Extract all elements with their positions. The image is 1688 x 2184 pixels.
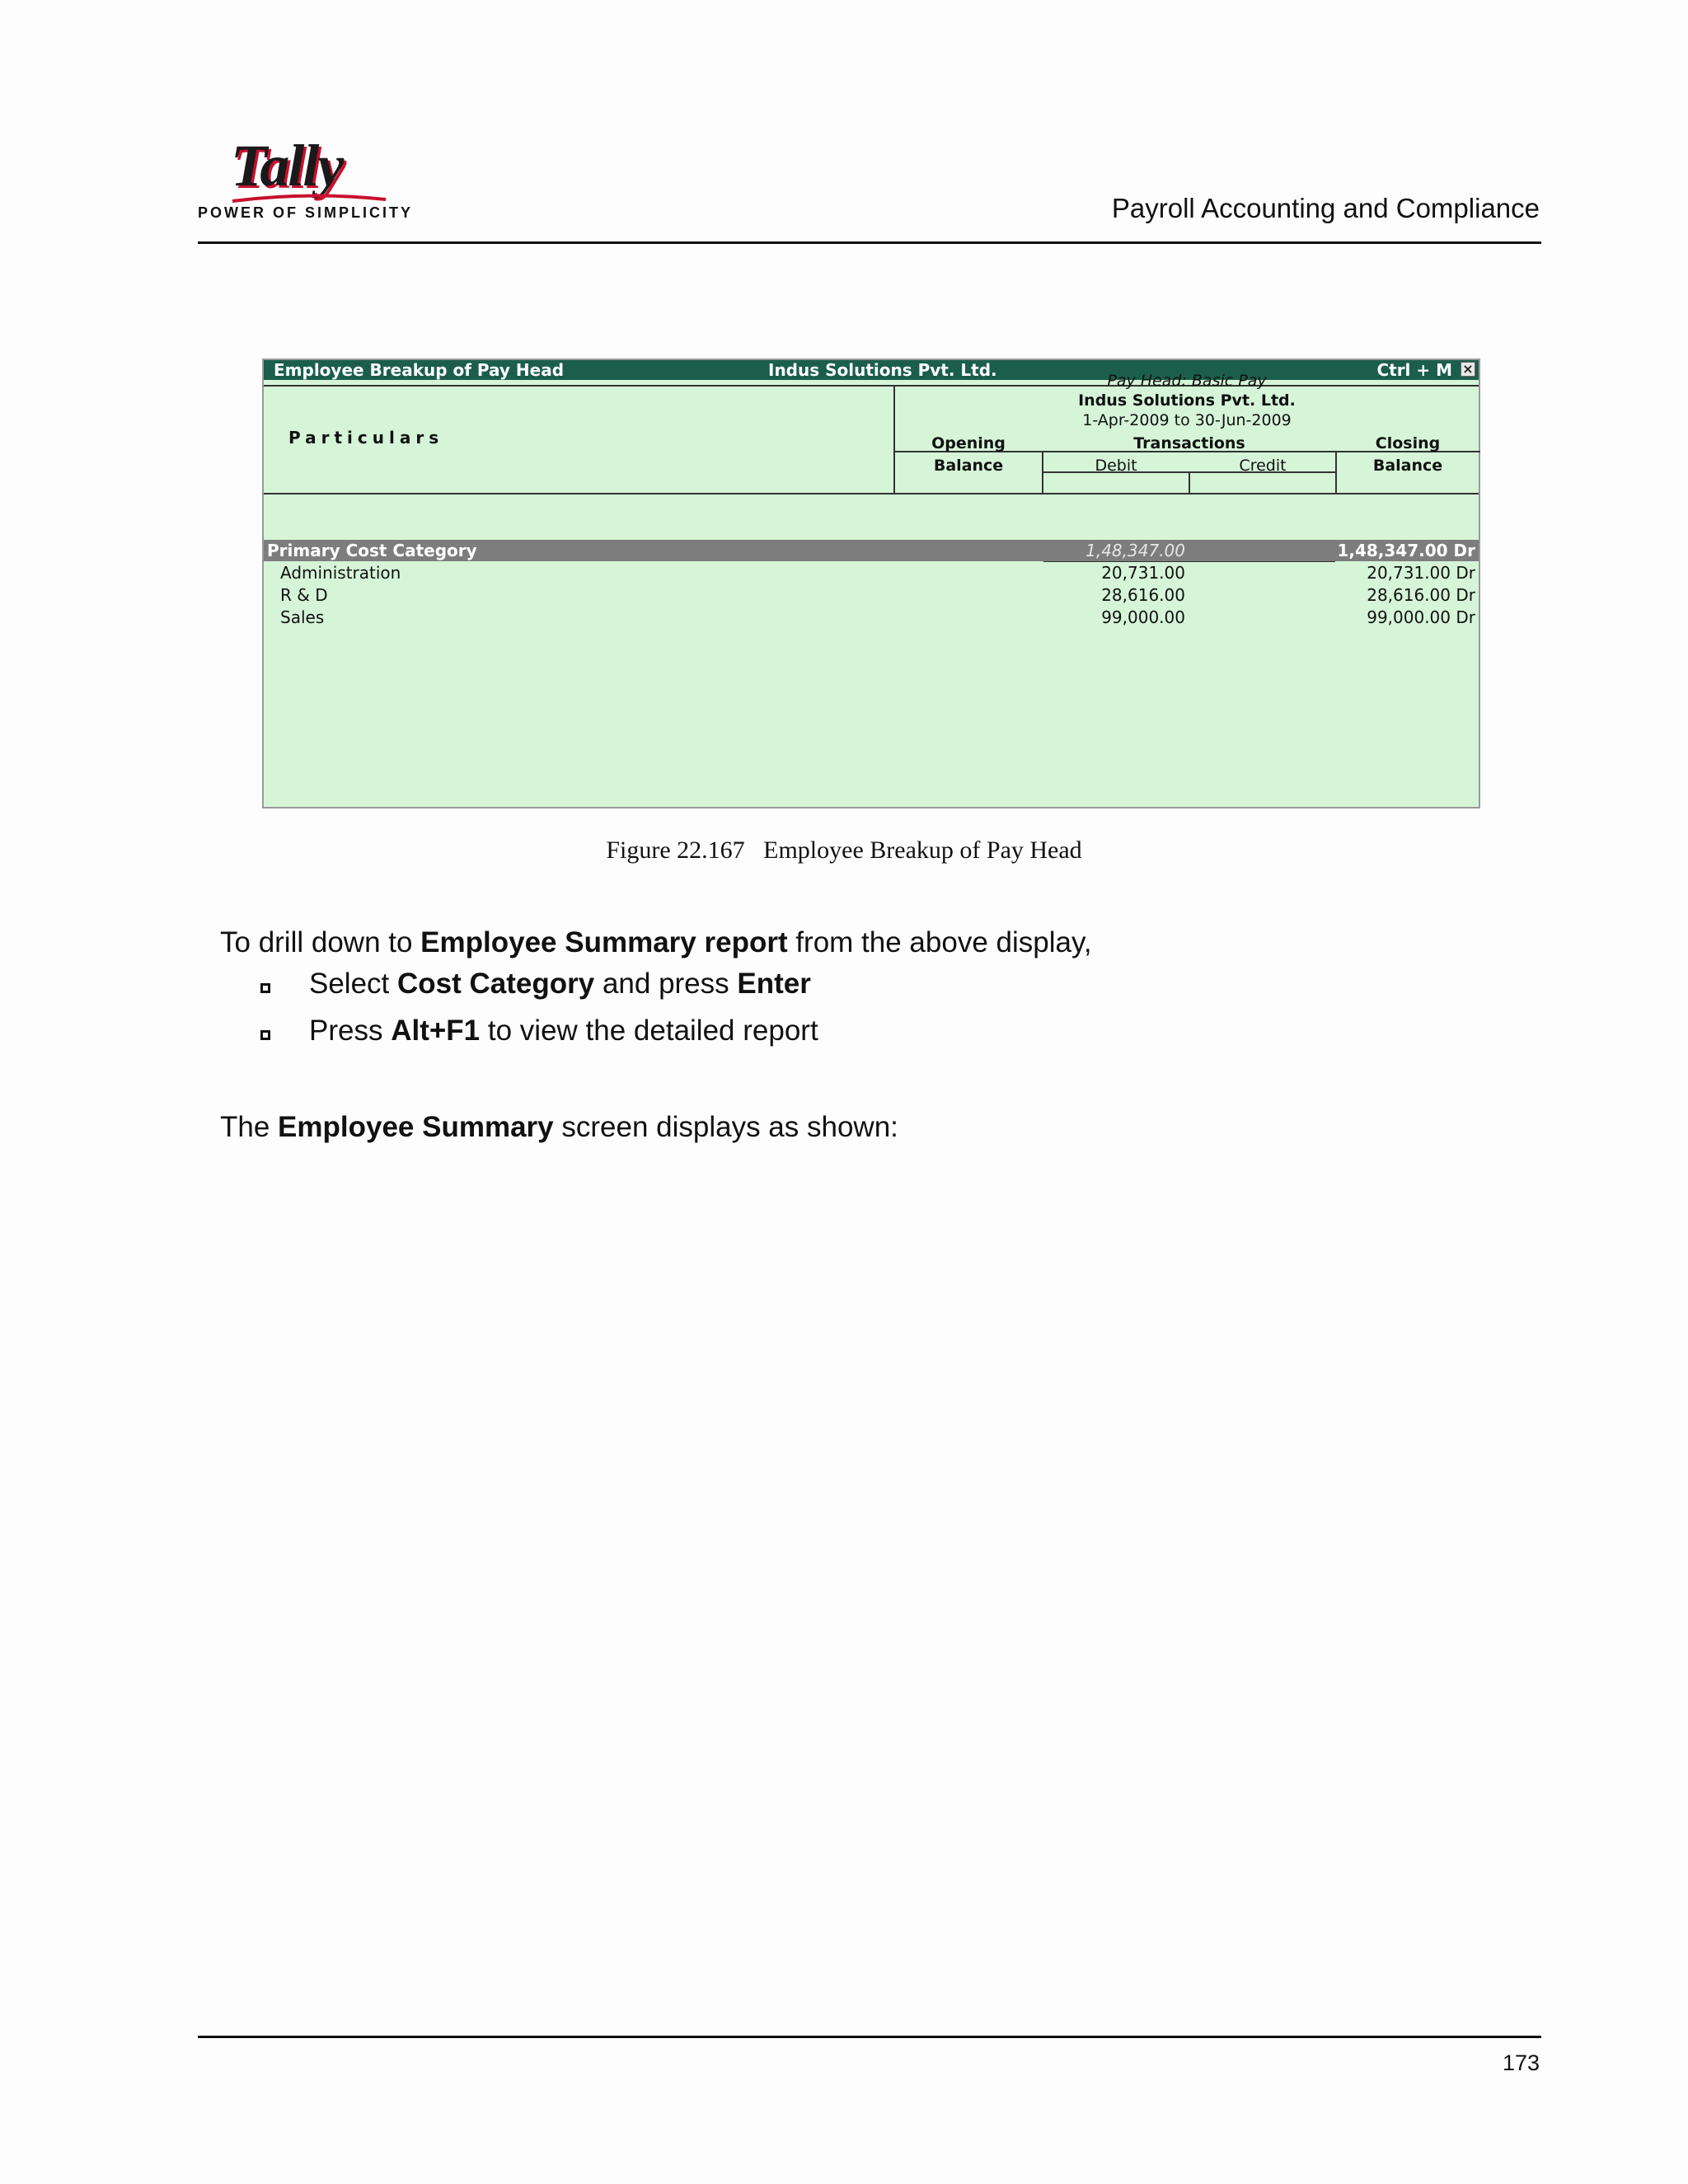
row-label: Primary Cost Category [267, 541, 477, 560]
summary-emphasis: Employee Summary [278, 1111, 554, 1143]
pay-head-label: Pay Head: Basic Pay [1107, 372, 1267, 390]
section-title: Payroll Accounting and Compliance [1111, 193, 1540, 223]
transactions-header: Transactions [1133, 434, 1245, 452]
row-label: Sales [280, 607, 325, 627]
tally-logo [198, 132, 414, 231]
row-closing: 28,616.00 Dr [1367, 585, 1475, 605]
bullet-emphasis: Enter [737, 968, 811, 1000]
summary-text-end: screen displays as shown: [553, 1111, 898, 1143]
row-closing: 1,48,347.00 Dr [1337, 541, 1475, 560]
bullet-emphasis: Cost Category [397, 968, 595, 1000]
figure-caption: Figure 22.167 Employee Breakup of Pay Head [606, 837, 1082, 864]
report-window [262, 359, 1480, 808]
header-bottom-rule [264, 493, 1479, 494]
bullet-text: Press [309, 1015, 392, 1047]
bullet-item [309, 968, 811, 1001]
window-title: Employee Breakup of Pay Head [274, 360, 565, 380]
report-period: 1-Apr-2009 to 30-Jun-2009 [1082, 411, 1292, 429]
row-debit: 28,616.00 [1101, 585, 1185, 605]
opening-balance-header-line2: Balance [933, 457, 1004, 475]
bullet-item [309, 1015, 818, 1047]
bullet-text: to view the detailed report [480, 1015, 818, 1047]
closing-balance-header: Closing [1375, 434, 1441, 452]
particulars-header: Particulars [288, 428, 444, 448]
row-label: Administration [280, 563, 401, 583]
header-divider [198, 241, 1541, 244]
footer-divider [198, 2036, 1541, 2038]
debit-credit-divider [1189, 471, 1190, 494]
close-icon[interactable]: × [1461, 362, 1475, 377]
row-closing: 99,000.00 Dr [1367, 607, 1475, 627]
summary-text: The [220, 1111, 279, 1143]
row-debit: 1,48,347.00 [1085, 541, 1185, 560]
table-row[interactable] [264, 607, 1479, 628]
primary-cost-category-row[interactable] [264, 540, 1479, 561]
bullet-text: and press [594, 968, 738, 1000]
intro-emphasis: Employee Summary report [420, 926, 788, 958]
logo-tagline: POWER OF SIMPLICITY [198, 204, 414, 221]
bullet-text: Select [309, 968, 397, 1000]
opening-balance-header: Opening [931, 434, 1006, 452]
intro-paragraph [220, 926, 1092, 959]
intro-text-end: from the above display, [787, 926, 1092, 958]
table-row[interactable] [264, 584, 1479, 606]
bullet-square-icon [260, 983, 270, 993]
logo-swoosh-icon [231, 190, 387, 206]
bullet-square-icon [260, 1030, 270, 1040]
row-debit: 99,000.00 [1101, 607, 1185, 627]
closing-balance-header-line2: Balance [1372, 457, 1443, 475]
intro-text: To drill down to [220, 926, 421, 958]
row-label: R & D [280, 585, 328, 605]
report-company: Indus Solutions Pvt. Ltd. [1078, 391, 1296, 410]
row-closing: 20,731.00 Dr [1367, 563, 1475, 583]
debit-header: Debit [1095, 457, 1137, 475]
bullet-emphasis: Alt+F1 [391, 1015, 481, 1047]
page-number: 173 [1502, 2050, 1540, 2075]
table-row[interactable] [264, 562, 1479, 583]
summary-paragraph [220, 1111, 898, 1144]
window-hotkey: Ctrl + M [1376, 360, 1452, 380]
logo-wordmark: Tally [231, 133, 343, 199]
credit-header: Credit [1239, 457, 1287, 475]
row-debit: 20,731.00 [1101, 563, 1185, 583]
window-company: Indus Solutions Pvt. Ltd. [768, 360, 997, 380]
